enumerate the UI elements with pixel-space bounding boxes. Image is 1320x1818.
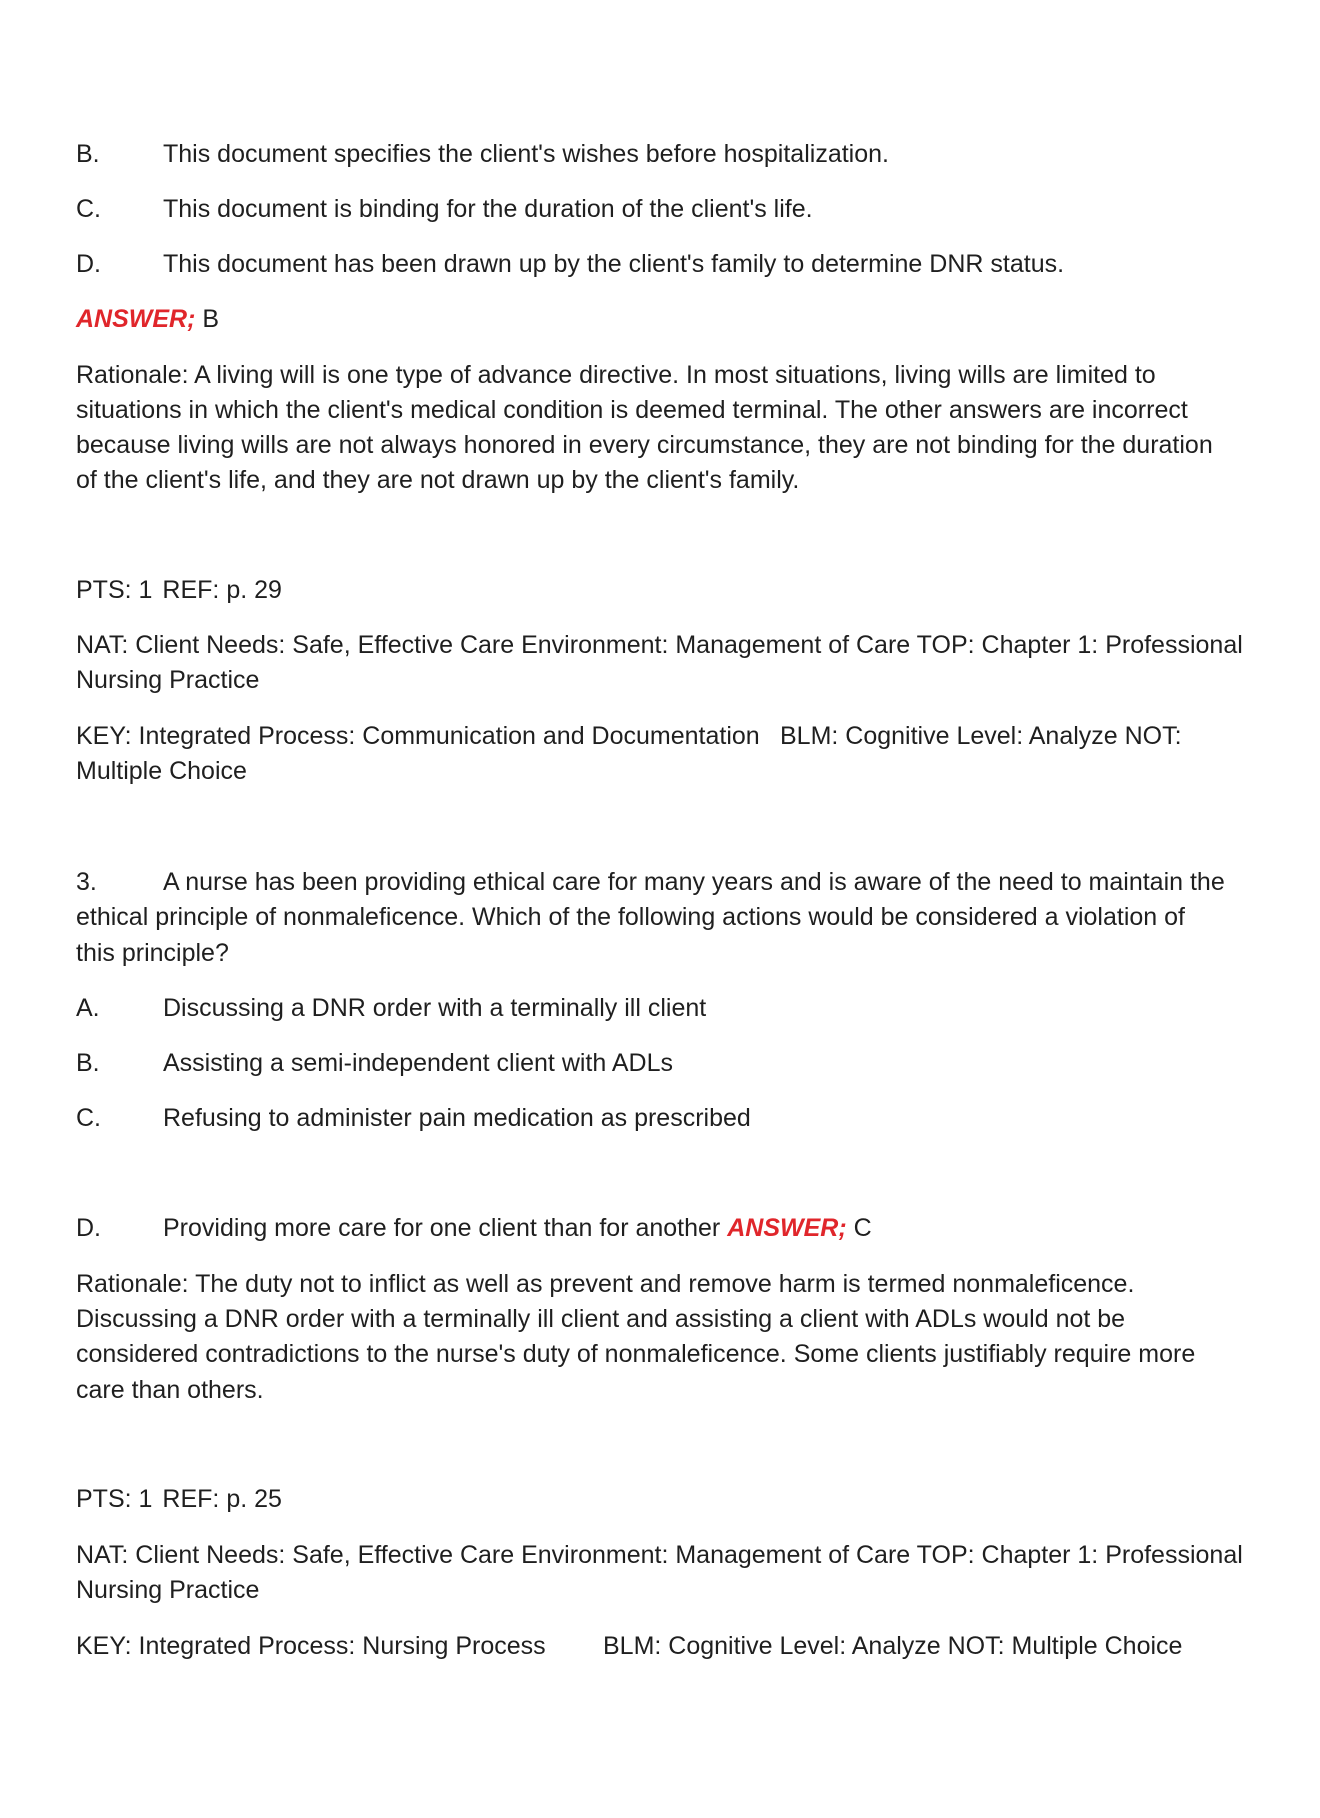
q2-option-d-text: This document has been drawn up by the client's family to determine DNR status. [163, 250, 1065, 278]
q2-option-c-letter: C. [76, 195, 101, 223]
q2-key: KEY: Integrated Process: Communication and Documentation [76, 722, 760, 750]
q3-option-a-text: Discussing a DNR order with a terminally ill client [163, 994, 707, 1022]
q3-option-d-text: Providing more care for one client than for another [163, 1214, 721, 1242]
q2-option-b-letter: B. [76, 140, 100, 168]
q2-pts-ref [76, 572, 282, 608]
q2-option-d-letter: D. [76, 250, 101, 278]
q3-nat-line-1: NAT: Client Needs: Safe, Effective Care Environment: Management of Care TOP: Chapter 1: Professional [76, 1541, 1243, 1569]
q3-rationale-line-1: Rationale: The duty not to inflict as well as prevent and remove harm is termed nonmaleficence. [76, 1270, 1135, 1298]
q3-key: KEY: Integrated Process: Nursing Process [76, 1632, 546, 1660]
q2-blm-continued: Multiple Choice [76, 757, 247, 785]
q2-ref: REF: p. 29 [162, 576, 282, 604]
q2-blm: BLM: Cognitive Level: Analyze NOT: [780, 722, 1182, 750]
q3-rationale-line-4: care than others. [76, 1376, 264, 1404]
q2-nat-line-2: Nursing Practice [76, 666, 260, 694]
q3-answer-value: C [853, 1214, 872, 1242]
q3-stem-line-2: ethical principle of nonmaleficence. Which of the following actions would be considered a violation of [76, 903, 1185, 931]
q3-ref: REF: p. 25 [162, 1485, 282, 1513]
q3-answer-label: ANSWER; [727, 1214, 847, 1242]
q3-blm: BLM: Cognitive Level: Analyze NOT: Multiple Choice [603, 1632, 1183, 1660]
q3-nat-line-2: Nursing Practice [76, 1576, 260, 1604]
q3-pts-ref [76, 1481, 282, 1517]
q3-number: 3. [76, 868, 97, 896]
q3-option-b-text: Assisting a semi-independent client with ADLs [163, 1049, 673, 1077]
q3-option-d-line [163, 1210, 872, 1246]
q2-nat-line-1: NAT: Client Needs: Safe, Effective Care Environment: Management of Care TOP: Chapter 1: Professional [76, 631, 1243, 659]
q3-stem-line-3: this principle? [76, 939, 229, 967]
q2-answer [76, 301, 219, 337]
q3-rationale-line-3: considered contradictions to the nurse's duty of nonmaleficence. Some clients justifiably require more [76, 1340, 1196, 1368]
q3-option-d-letter: D. [76, 1214, 101, 1242]
q2-rationale-line-1: Rationale: A living will is one type of advance directive. In most situations, living wills are limited to [76, 361, 1156, 389]
q3-stem-line-1: A nurse has been providing ethical care for many years and is aware of the need to maintain the [163, 868, 1225, 896]
q2-option-c-text: This document is binding for the duration of the client's life. [163, 195, 813, 223]
q2-rationale-line-2: situations in which the client's medical condition is deemed terminal. The other answers are incorrect [76, 396, 1188, 424]
q3-option-c-text: Refusing to administer pain medication as prescribed [163, 1104, 751, 1132]
q3-option-c-letter: C. [76, 1104, 101, 1132]
q2-option-b-text: This document specifies the client's wishes before hospitalization. [163, 140, 889, 168]
q3-option-a-letter: A. [76, 994, 100, 1022]
q3-pts: PTS: 1 [76, 1485, 153, 1513]
q2-answer-label: ANSWER; [76, 305, 196, 333]
q2-pts: PTS: 1 [76, 576, 153, 604]
q2-rationale-line-4: of the client's life, and they are not drawn up by the client's family. [76, 466, 800, 494]
q3-option-b-letter: B. [76, 1049, 100, 1077]
q2-rationale-line-3: because living wills are not always honored in every circumstance, they are not binding for the duration [76, 431, 1213, 459]
q3-rationale-line-2: Discussing a DNR order with a terminally ill client and assisting a client with ADLs would not be [76, 1305, 1126, 1333]
q2-answer-value: B [202, 305, 220, 333]
